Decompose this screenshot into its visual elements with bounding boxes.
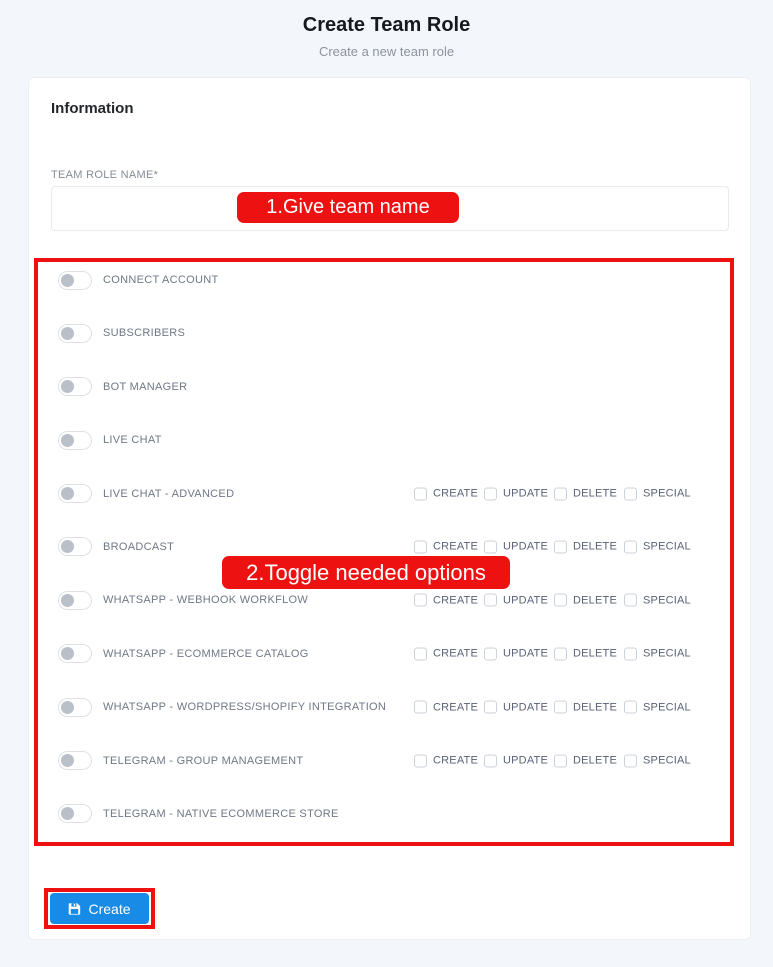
permission-row-subscribers [38, 323, 730, 343]
toggle-bot-manager[interactable] [58, 377, 92, 396]
toggle-knob [61, 487, 74, 500]
permission-label: TELEGRAM - NATIVE ECOMMERCE STORE [103, 807, 339, 820]
checkbox-label: DELETE [573, 594, 617, 607]
checkbox-box[interactable] [554, 647, 567, 660]
checkbox-label: CREATE [433, 647, 479, 660]
checkbox-create-live-chat-advanced[interactable] [414, 487, 484, 500]
checkbox-update-live-chat-advanced[interactable] [484, 487, 554, 500]
checkbox-box[interactable] [484, 647, 497, 660]
checkbox-delete-broadcast[interactable] [554, 540, 624, 553]
checkbox-label: UPDATE [503, 701, 549, 714]
toggle-knob [61, 274, 74, 287]
checkbox-update-telegram-group-management[interactable] [484, 754, 554, 767]
permission-label: SUBSCRIBERS [103, 327, 186, 340]
permission-row-live-chat [38, 430, 730, 450]
create-button-annotation-box [44, 888, 155, 929]
create-button-label: Create [88, 900, 131, 917]
checkbox-label: UPDATE [503, 540, 549, 553]
checkbox-box[interactable] [554, 701, 567, 714]
checkbox-special-broadcast[interactable] [624, 540, 694, 553]
toggle-connect-account[interactable] [58, 271, 92, 290]
checkbox-label: CREATE [433, 701, 479, 714]
annotation-step1: 1.Give team name [237, 192, 459, 223]
checkbox-box[interactable] [554, 754, 567, 767]
checkbox-label: DELETE [573, 487, 617, 500]
checkbox-box[interactable] [624, 487, 637, 500]
permission-row-whatsapp-webhook-workflow [38, 590, 730, 610]
checkbox-box[interactable] [414, 540, 427, 553]
permission-label: BOT MANAGER [103, 380, 188, 393]
checkbox-group [414, 647, 694, 660]
checkbox-box[interactable] [554, 540, 567, 553]
permission-row-connect-account [38, 270, 730, 290]
checkbox-create-whatsapp-ecommerce-catalog[interactable] [414, 647, 484, 660]
toggle-knob [61, 754, 74, 767]
permission-label: WHATSAPP - ECOMMERCE CATALOG [103, 647, 309, 660]
permission-label: CONNECT ACCOUNT [103, 274, 219, 286]
checkbox-box[interactable] [414, 594, 427, 607]
checkbox-update-whatsapp-wordpress-shopify-integration[interactable] [484, 701, 554, 714]
checkbox-box[interactable] [484, 754, 497, 767]
toggle-broadcast[interactable] [58, 537, 92, 556]
checkbox-box[interactable] [414, 754, 427, 767]
create-button[interactable] [50, 893, 149, 924]
checkbox-label: CREATE [433, 754, 479, 767]
checkbox-update-whatsapp-ecommerce-catalog[interactable] [484, 647, 554, 660]
checkbox-special-live-chat-advanced[interactable] [624, 487, 694, 500]
toggle-whatsapp-wordpress-shopify-integration[interactable] [58, 698, 92, 717]
toggle-knob [61, 327, 74, 340]
toggle-knob [61, 380, 74, 393]
permission-label: WHATSAPP - WORDPRESS/SHOPIFY INTEGRATION [103, 701, 387, 714]
checkbox-label: DELETE [573, 701, 617, 714]
checkbox-label: SPECIAL [643, 540, 691, 553]
permission-label: LIVE CHAT [103, 434, 162, 447]
permission-label: LIVE CHAT - ADVANCED [103, 487, 235, 500]
checkbox-group [414, 487, 694, 500]
checkbox-label: CREATE [433, 594, 479, 607]
checkbox-label: UPDATE [503, 487, 549, 500]
permissions-annotation-box [34, 258, 734, 846]
toggle-knob [61, 807, 74, 820]
checkbox-box[interactable] [414, 487, 427, 500]
checkbox-box[interactable] [484, 594, 497, 607]
checkbox-update-whatsapp-webhook-workflow[interactable] [484, 594, 554, 607]
checkbox-create-telegram-group-management[interactable] [414, 754, 484, 767]
toggle-knob [61, 594, 74, 607]
floppy-save-icon [68, 902, 81, 915]
checkbox-box[interactable] [624, 594, 637, 607]
permission-row-live-chat-advanced [38, 484, 730, 504]
toggle-telegram-group-management[interactable] [58, 751, 92, 770]
checkbox-box[interactable] [484, 701, 497, 714]
checkbox-label: SPECIAL [643, 487, 691, 500]
checkbox-label: SPECIAL [643, 701, 691, 714]
toggle-whatsapp-ecommerce-catalog[interactable] [58, 644, 92, 663]
toggle-live-chat-advanced[interactable] [58, 484, 92, 503]
checkbox-special-whatsapp-webhook-workflow[interactable] [624, 594, 694, 607]
checkbox-group [414, 540, 694, 553]
permission-row-broadcast [38, 537, 730, 557]
checkbox-create-broadcast[interactable] [414, 540, 484, 553]
permission-label: BROADCAST [103, 540, 175, 553]
toggle-live-chat[interactable] [58, 431, 92, 450]
checkbox-update-broadcast[interactable] [484, 540, 554, 553]
page-title: Create Team Role [302, 14, 471, 36]
checkbox-label: DELETE [573, 540, 617, 553]
checkbox-box[interactable] [484, 487, 497, 500]
checkbox-label: DELETE [573, 647, 617, 660]
checkbox-label: SPECIAL [643, 754, 691, 767]
checkbox-box[interactable] [554, 594, 567, 607]
checkbox-group [414, 754, 694, 767]
checkbox-label: CREATE [433, 487, 479, 500]
permission-label: TELEGRAM - GROUP MANAGEMENT [103, 754, 304, 767]
permission-row-telegram-native-ecommerce-store [38, 804, 730, 824]
team-role-name-label: TEAM ROLE NAME* [51, 169, 159, 181]
checkbox-box[interactable] [624, 647, 637, 660]
checkbox-box[interactable] [624, 754, 637, 767]
checkbox-delete-whatsapp-wordpress-shopify-integration[interactable] [554, 701, 624, 714]
permission-label: WHATSAPP - WEBHOOK WORKFLOW [103, 594, 309, 607]
checkbox-label: SPECIAL [643, 594, 691, 607]
toggle-knob [61, 647, 74, 660]
checkbox-create-whatsapp-wordpress-shopify-integration[interactable] [414, 701, 484, 714]
checkbox-box[interactable] [554, 487, 567, 500]
checkbox-delete-whatsapp-webhook-workflow[interactable] [554, 594, 624, 607]
permission-row-whatsapp-wordpress-shopify-integration [38, 697, 730, 717]
checkbox-box[interactable] [624, 701, 637, 714]
checkbox-box[interactable] [624, 540, 637, 553]
toggle-knob [61, 434, 74, 447]
checkbox-label: UPDATE [503, 754, 549, 767]
permission-row-telegram-group-management [38, 751, 730, 771]
permission-row-whatsapp-ecommerce-catalog [38, 644, 730, 664]
checkbox-special-telegram-group-management[interactable] [624, 754, 694, 767]
checkbox-create-whatsapp-webhook-workflow[interactable] [414, 594, 484, 607]
page-subtitle: Create a new team role [318, 44, 455, 59]
checkbox-group [414, 594, 694, 607]
toggle-knob [61, 540, 74, 553]
checkbox-label: UPDATE [503, 594, 549, 607]
checkbox-group [414, 701, 694, 714]
checkbox-label: CREATE [433, 540, 479, 553]
checkbox-label: DELETE [573, 754, 617, 767]
checkbox-label: SPECIAL [643, 647, 691, 660]
checkbox-box[interactable] [414, 647, 427, 660]
annotation-step2: 2.Toggle needed options [222, 556, 510, 589]
checkbox-box[interactable] [414, 701, 427, 714]
checkbox-label: UPDATE [503, 647, 549, 660]
toggle-telegram-native-ecommerce-store[interactable] [58, 804, 92, 823]
checkbox-delete-telegram-group-management[interactable] [554, 754, 624, 767]
checkbox-special-whatsapp-wordpress-shopify-integration[interactable] [624, 701, 694, 714]
checkbox-delete-live-chat-advanced[interactable] [554, 487, 624, 500]
permission-row-bot-manager [38, 377, 730, 397]
page-header [0, 0, 773, 59]
checkbox-box[interactable] [484, 540, 497, 553]
toggle-knob [61, 701, 74, 714]
section-title: Information [51, 100, 134, 117]
toggle-subscribers[interactable] [58, 324, 92, 343]
checkbox-special-whatsapp-ecommerce-catalog[interactable] [624, 647, 694, 660]
toggle-whatsapp-webhook-workflow[interactable] [58, 591, 92, 610]
checkbox-delete-whatsapp-ecommerce-catalog[interactable] [554, 647, 624, 660]
